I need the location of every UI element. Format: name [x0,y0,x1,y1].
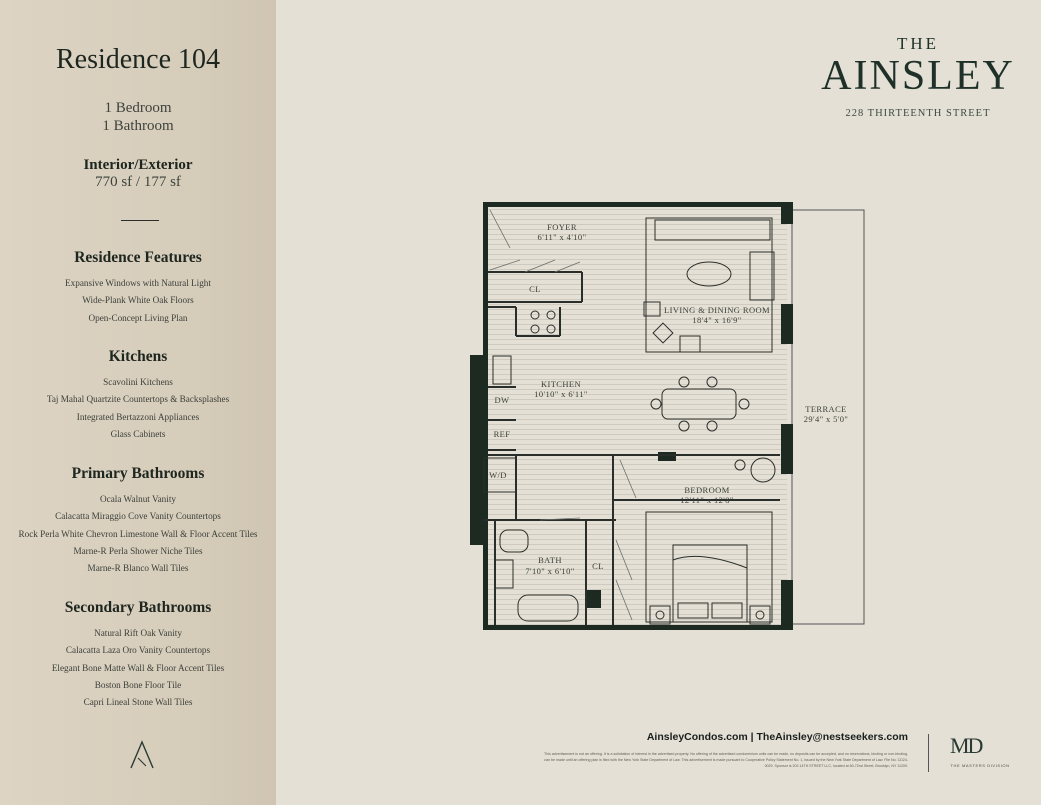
residence-title: Residence 104 [55,44,221,75]
kitchen-label: KITCHEN [540,379,582,389]
brand-name: AINSLEY [821,53,1015,99]
brand-address: 228 THIRTEENTH STREET [845,108,991,119]
list-item: Calacatta Laza Oro Vanity Countertops [65,645,211,656]
list-item: Ocala Walnut Vanity [100,494,176,504]
list-item: Expansive Windows with Natural Light [65,278,211,288]
sidebar [0,0,276,805]
list-item: Integrated Bertazzoni Appliances [76,411,200,422]
foyer-label: FOYER [547,222,577,232]
list-item: Taj Mahal Quartzite Countertops & Backsplashes [46,394,230,405]
foyer-dims: 6'11" x 4'10" [537,232,587,242]
section-title-features: Residence Features [74,249,202,266]
floor-area [487,205,787,625]
kitchen-dims: 10'10" x 6'11" [534,389,588,399]
living-dims: 18'4" x 16'9" [692,315,742,325]
divider [121,220,159,221]
washer-dryer-label: W/D [489,470,507,480]
section-title-kitchens: Kitchens [108,348,168,365]
section-title-primary-bath: Primary Bathrooms [71,465,205,482]
closet-label-2: CL [592,561,604,571]
size-value: 770 sf / 177 sf [95,174,181,190]
bedroom-count: 1 Bedroom [104,100,172,116]
bath-label: BATH [538,555,562,565]
list-item: Rock Perla White Chevron Limestone Wall & Floor Accent Tiles [18,528,258,539]
closet-label: CL [529,284,541,294]
section-title-secondary-bath: Secondary Bathrooms [64,599,212,616]
living-label: LIVING & DINING ROOM [664,305,770,315]
size-label: Interior/Exterior [83,157,193,173]
list-item: Wide-Plank White Oak Floors [82,295,194,306]
ainsley-monogram-icon [128,740,156,770]
list-item: Capri Lineal Stone Wall Tiles [83,697,193,708]
bath-dims: 7'10" x 6'10" [525,566,575,576]
footer-divider [928,734,929,772]
list-item: Elegant Bone Matte Wall & Floor Accent Tiles [51,662,225,673]
dishwasher-label: DW [494,395,510,405]
primary-bath-list [0,491,276,577]
list-item: Marne-R Perla Shower Niche Tiles [73,545,203,556]
bedroom-dims: 12'11" x 12'8" [680,495,734,505]
list-item: Natural Rift Oak Vanity [94,628,182,638]
secondary-bath-list [0,625,276,711]
terrace-label: TERRACE [805,404,847,414]
floor-plan [460,195,880,645]
legal-disclaimer: This advertisement is not an offering. It is a solicitation of interest in the advertised property. No offering of the advertised condominium units can be made, no deposits can be accepted, and no reservations, binding or non-binding, can be made until an offering plan is filed with the New York State Department of Law. This advertisement is made pursuant to Cooperative Policy Statement No. 1, issued by the New York State Department of Law. File No. CD24-0029. Sponsor is 203 14TH STREET LLC, located at 60-72nd Street, Brooklyn, NY 11209. [544,752,908,768]
masters-division-logo: MD [950,733,982,758]
fridge-label: REF [493,429,511,439]
list-item: Glass Cabinets [110,428,166,439]
list-item: Scavolini Kitchens [103,377,173,387]
bathroom-count: 1 Bathroom [102,118,174,134]
feature-list [0,275,276,327]
list-item: Calacatta Miraggio Cove Vanity Countertops [55,511,221,522]
kitchen-list [0,374,276,443]
contact-links[interactable]: AinsleyCondos.com | TheAinsley@nestseekers.com [646,731,908,743]
brand-the: THE [896,34,940,53]
list-item: Open-Concept Living Plan [88,312,188,323]
list-item: Marne-R Blanco Wall Tiles [87,563,189,574]
masters-division-text: THE MASTERS DIVISION [950,763,1010,768]
bedroom-label: BEDROOM [684,485,730,495]
terrace-dims: 29'4" x 5'0" [803,414,849,424]
list-item: Boston Bone Floor Tile [94,679,182,690]
